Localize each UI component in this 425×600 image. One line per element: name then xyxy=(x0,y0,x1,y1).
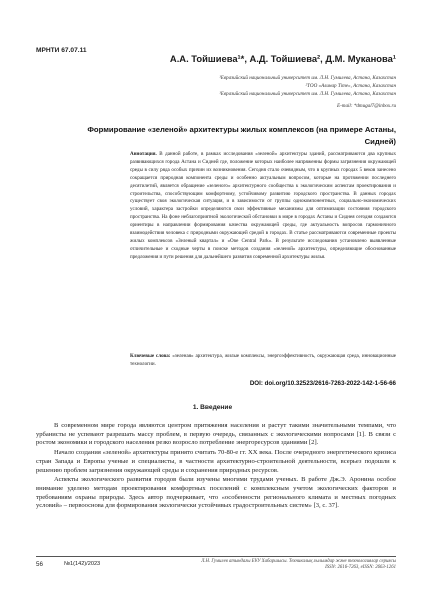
journal-issn: ISSN: 2616-7263, eISSN: 2663-1261 xyxy=(325,565,396,571)
page-number: 56 xyxy=(36,561,43,568)
mrnti-code: МРНТИ 67.07.11 xyxy=(36,47,87,54)
contact-email: E-mail: *dmugal7@inbox.ru xyxy=(336,103,396,109)
paragraph: В современном мире города являются центром притяжения населения и растут такими значительными темпами, что урбанисты не успевают разрешать массу проблем, в первую очередь, связанных с экологическими вопросами [1]. В связи с ростом экономики и городского населения резко возросло потребление энергоресурсов зданиями [2]. xyxy=(36,422,396,447)
section-heading: 1. Введение xyxy=(192,404,233,411)
doi-link[interactable]: DOI: doi.org/10.32523/2616-7263-2022-142-1-56-66 xyxy=(249,380,396,387)
keywords-text: «зеленая» архитектура, жилые комплексы, энергоэффективность, окружающая среда, инновационные технологии. xyxy=(130,353,397,367)
issue-number: №1(142)/2023 xyxy=(64,561,101,567)
article-authors: А.А. Тойшиева¹*, А.Д. Тойшиева², Д.М. Муканова¹ xyxy=(169,53,396,64)
keywords xyxy=(130,353,396,369)
journal-info xyxy=(190,559,396,571)
abstract-text: В данной работе, в рамках исследования «зеленой» архитектуры зданий, рассматриваются два крупных развивающихся города Астана и Сидней где, положение которых наиболее напряженны формы загрязнения окружающей среды в силу ряда особых причин их возникновения. Сегодня стало очевидным, что в крупных городах 5 веков занесено сокращается природная компонента среды и особенно актуальным вопросом, которые на протяжении последнего десятилетий, является обращение «зеленого» архитектурного сообщества к экологическим аспектам проектирования и строительства, способствующим комфортному, устойчивому развитию городского пространства. В данных городах существует своя экологическая ситуация, и в зависимости от группы однокомпонентных, социально-экономических условий, характера застройки определяются свои эффективные механизмы для оптимизации состояния городского пространства. На фоне неблагоприятной экологической обстановки в мире в городах Астаны и Сиднея сегодня создаются ориентиры в направлении формирования качества окружающей среды, где актуальность вопросов гармоничного взаимодействия человека с природными окружающей средой в городах. В статье рассматриваются современные проекты жилых комплексов «Зеленый квартал» и «One Central Park». В результате исследования установлено выявленные отличительные и сходные черты в поиске методов создания «зеленой» архитектуры, определяющие обоснованные предложения и пути решения для дальнейшего развития современной архитектуры жилья. xyxy=(130,151,396,260)
affiliation-3: ¹Евразийский национальный университет им. Л.Н. Гумилева, Астана, Казахстан xyxy=(219,91,396,97)
footer-divider xyxy=(36,556,396,557)
abstract xyxy=(130,151,396,262)
abstract-label: Аннотация. xyxy=(130,151,157,157)
affiliation-2: ²ТОО «Алинар Тime», Астана, Казахстан xyxy=(305,83,396,89)
paragraph: Начало создания «зеленой» архитектуры принято считать 70-80-е гг. XX века. После очередного энергетического кризиса стран Запада и Европы ученые и специалисты, в частности архитектурно-строительной деятельности, всерьез подошли к решению проблем загрязнения окружающей среды и сохранения природных ресурсов. xyxy=(36,449,396,474)
paragraph: Аспекты экологического развития городов были изучены многими трудами ученых. В работе Дж.Э. Аронина особое внимание уделено методам проектирования комфортных поселений с комплексным учетом экологических факторов и требованиям охраны природы. Здесь автор подчеркивает, что «особенности регионального климата и местных погодных условий» – первооснова для формирования экологически устойчивых градостроительных систем» [3, с. 37]. xyxy=(36,476,396,510)
keywords-label: Ключевые слова: xyxy=(130,353,171,359)
body-text xyxy=(36,422,396,512)
article-title: Формирование «зеленой» архитектуры жилых комплексов (на примере Астаны, Сидней) xyxy=(87,125,396,146)
journal-name: Л.Н. Гумилев атындағы ЕҰУ Хабаршысы. Техникалық ғылымдар және технологиялар сериясы xyxy=(201,559,396,564)
affiliation-1: ¹Евразийский национальный университет им. Л.Н. Гумилева, Астана, Казахстан xyxy=(219,75,396,81)
